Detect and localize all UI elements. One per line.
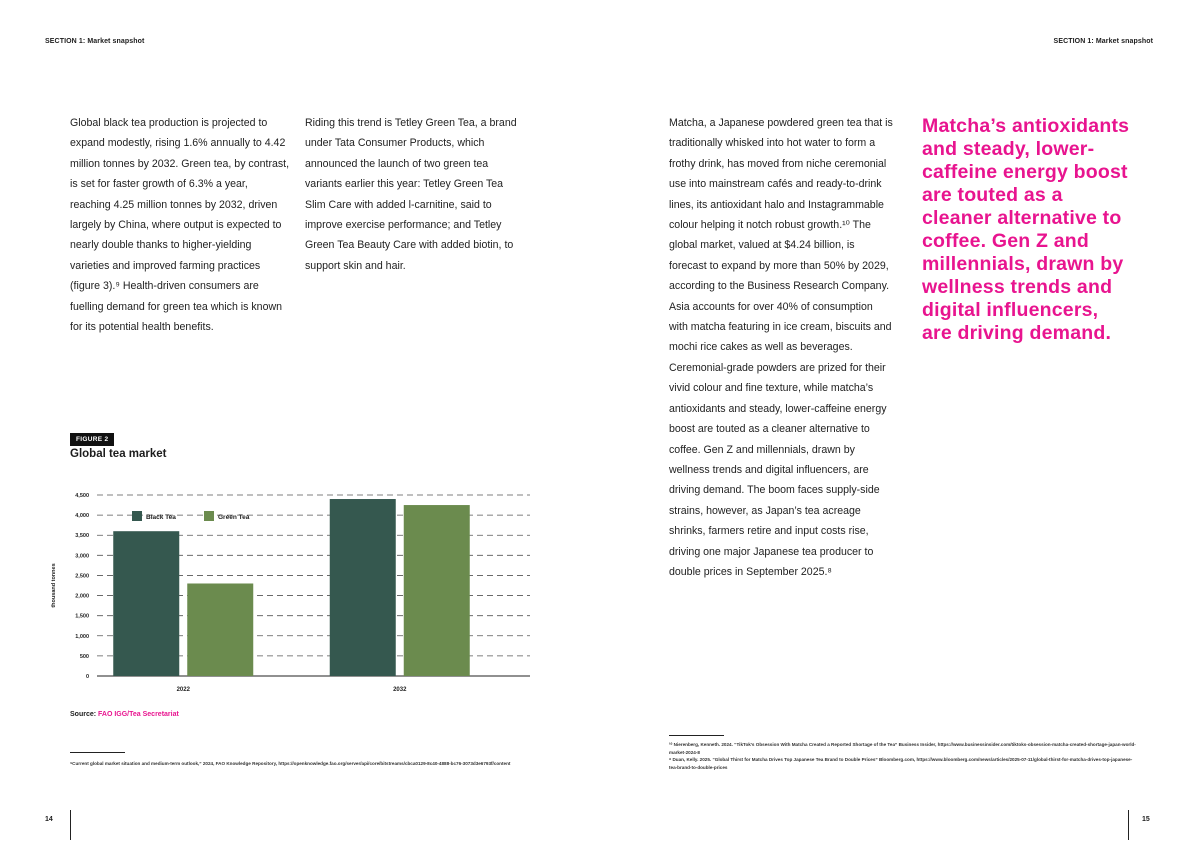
y-tick-label: 3,500 xyxy=(75,533,89,540)
footnote-right xyxy=(669,741,1139,771)
y-tick-label: 2,000 xyxy=(75,593,89,600)
legend-swatch xyxy=(132,511,142,521)
y-tick-label: 2,500 xyxy=(75,573,89,580)
pull-quote: Matcha’s antioxidants and steady, lower-caffeine energy boost are touted as a cleaner alternative to coffee. Gen Z and millennials, drawn by wellness trends and digital influencers, are driving demand. xyxy=(922,115,1130,344)
source-label: Source: xyxy=(70,711,97,718)
page-marker-left xyxy=(70,810,71,840)
figure-tag: FIGURE 2 xyxy=(70,433,114,446)
bar-black-tea-2032 xyxy=(330,499,396,676)
body-paragraph: Riding this trend is Tetley Green Tea, a brand under Tata Consumer Products, which announced the launch of two green tea variants earlier this year: Tetley Green Tea Slim Care with added l-carnitine, said to improve exercise performance; and Tetley Green Tea Beauty Care with added biotin, to support skin and hair. xyxy=(305,117,517,272)
left-column-1 xyxy=(70,113,290,337)
footnote: ⁹Current global market situation and medium-term outlook,” 2024, FAO Knowledge Repository, https://openknowledge.fao.org/server/api/core/bitstreams/cbca0129-8c40-4888-bc76-3073d3e6793f/content xyxy=(70,761,511,766)
footnote-item: ⁸ Duan, Kelly. 2025. “Global Thirst for Matcha Drives Top Japanese Tea Brand to Double Prices” Bloomberg.com, https://www.bloomberg.com/news/articles/2025-07-11/global-thirst-for-matcha-drives-top-japanese-tea-brand-to-double-prices xyxy=(669,757,1133,770)
left-column-2 xyxy=(305,113,520,276)
y-tick-label: 3,000 xyxy=(75,553,89,560)
body-paragraph: Matcha, a Japanese powdered green tea that is traditionally whisked into hot water to form a frothy drink, has moved from niche ceremonial use into mainstream cafés and ready-to-drink lines, its antioxidant halo and Instagrammable colour helping it notch robust growth.¹⁰ The global market, valued at $4.24 billion, is forecast to expand by more than 50% by 2029, according to the Business Research Company. Asia accounts for over 40% of consumption with matcha featuring in ice cream, biscuits and mochi rice cakes as well as beverages. Ceremonial-grade powders are prized for their vivid colour and fine texture, while matcha’s antioxidants and steady, lower-caffeine energy boost are touted as a cleaner alternative to coffee. Gen Z and millennials, drawn by wellness trends and digital influencers, are driving demand. The boom faces supply-side strains, however, as Japan’s tea acreage shrinks, farmers retire and input costs rise, driving one major Japanese tea producer to double prices in September 2025.⁸ xyxy=(669,117,893,578)
legend-label: Black Tea xyxy=(146,514,176,521)
footnote-item: ¹⁰ Nierenberg, Kenneth. 2024. “TikTok’s Obsession With Matcha Created a Reported Shortage of the Tea” Business Insider, https://www.businessinsider.com/tiktoks-obsession-matcha-created-shortage-japan-world-market-2024-8 xyxy=(669,742,1136,755)
bar-chart xyxy=(45,484,530,700)
x-tick-label: 2022 xyxy=(176,687,190,693)
y-tick-label: 500 xyxy=(79,653,89,660)
bar-green-tea-2022 xyxy=(187,583,253,676)
bar-black-tea-2022 xyxy=(113,531,179,676)
legend-swatch xyxy=(204,511,214,521)
bar-green-tea-2032 xyxy=(404,505,470,676)
section-label-right: SECTION 1: Market snapshot xyxy=(1053,38,1153,45)
y-tick-label: 4,000 xyxy=(75,513,89,520)
figure-source xyxy=(70,711,179,718)
figure-title: Global tea market xyxy=(70,448,167,460)
source-text: FAO IGG/Tea Secretariat xyxy=(98,711,179,718)
figure-header xyxy=(70,428,114,446)
right-column xyxy=(669,113,894,582)
page-number-right: 15 xyxy=(1142,816,1150,823)
page-marker-right xyxy=(1128,810,1129,840)
legend-label: Green Tea xyxy=(218,514,250,521)
y-tick-label: 4,500 xyxy=(75,493,89,499)
y-axis-label: thousand tonnes xyxy=(51,563,57,608)
footnote-divider xyxy=(70,752,125,753)
footnote-divider xyxy=(669,735,724,736)
section-label-left: SECTION 1: Market snapshot xyxy=(45,38,145,45)
y-tick-label: 1,500 xyxy=(75,613,89,620)
y-tick-label: 0 xyxy=(85,674,89,680)
body-paragraph: Global black tea production is projected to expand modestly, rising 1.6% annually to 4.42 million tonnes by 2032. Green tea, by contrast, is set for faster growth of 6.3% a year, reaching 4.25 million tonnes by 2032, driven largely by China, where output is expected to nearly double thanks to higher-yielding varieties and improved farming practices (figure 3).⁹ Health-driven consumers are fuelling demand for green tea which is known for its potential health benefits. xyxy=(70,117,290,334)
x-tick-label: 2032 xyxy=(393,687,407,693)
y-tick-label: 1,000 xyxy=(75,633,89,640)
page-number-left: 14 xyxy=(45,816,53,823)
